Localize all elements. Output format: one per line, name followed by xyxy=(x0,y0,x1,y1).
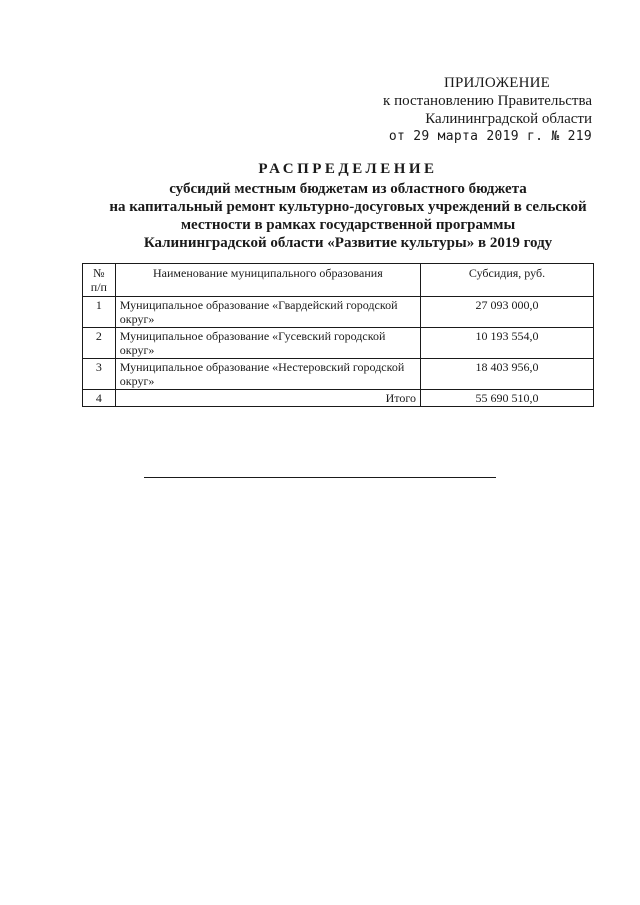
heading-line-4: Калининградской области «Развитие культуры» в 2019 году xyxy=(143,235,553,251)
table-total-row xyxy=(83,390,594,407)
header-subsidy: Субсидия, руб. xyxy=(420,264,593,297)
heading-line-3: местности в рамках государственной программы xyxy=(180,217,516,233)
table-row xyxy=(83,328,594,359)
row-municipality: Муниципальное образование «Гвардейский городской округ» xyxy=(115,297,420,328)
appendix-title: ПРИЛОЖЕНИЕ xyxy=(443,75,551,91)
appendix-line-1: к постановлению Правительства xyxy=(383,93,592,109)
row-number: 2 xyxy=(83,328,116,359)
appendix-line-2: Калининградской области xyxy=(425,111,592,127)
total-label: Итого xyxy=(115,390,420,407)
header-municipality: Наименование муниципального образования xyxy=(115,264,420,297)
row-subsidy: 27 093 000,0 xyxy=(420,297,593,328)
document-heading xyxy=(88,160,608,252)
row-subsidy: 10 193 554,0 xyxy=(420,328,593,359)
row-subsidy: 18 403 956,0 xyxy=(420,359,593,390)
table-header-row xyxy=(83,264,594,297)
heading-main: РАСПРЕДЕЛЕНИЕ xyxy=(258,161,438,177)
table-body xyxy=(83,297,594,407)
appendix-block xyxy=(352,74,592,146)
subsidies-table xyxy=(82,263,594,407)
row-number: 1 xyxy=(83,297,116,328)
heading-line-2: на капитальный ремонт культурно-досуговых учреждений в сельской xyxy=(109,199,587,215)
row-municipality: Муниципальное образование «Нестеровский городской округ» xyxy=(115,359,420,390)
row-municipality: Муниципальное образование «Гусевский городской округ» xyxy=(115,328,420,359)
heading-line-1: субсидий местным бюджетам из областного бюджета xyxy=(169,181,527,197)
table-header xyxy=(83,264,594,297)
total-subsidy: 55 690 510,0 xyxy=(420,390,593,407)
header-number: № п/п xyxy=(83,264,116,297)
total-number: 4 xyxy=(83,390,116,407)
separator-line xyxy=(144,477,496,478)
row-number: 3 xyxy=(83,359,116,390)
table-row xyxy=(83,359,594,390)
table-row xyxy=(83,297,594,328)
appendix-date: от 29 марта 2019 г. № 219 xyxy=(388,129,592,144)
